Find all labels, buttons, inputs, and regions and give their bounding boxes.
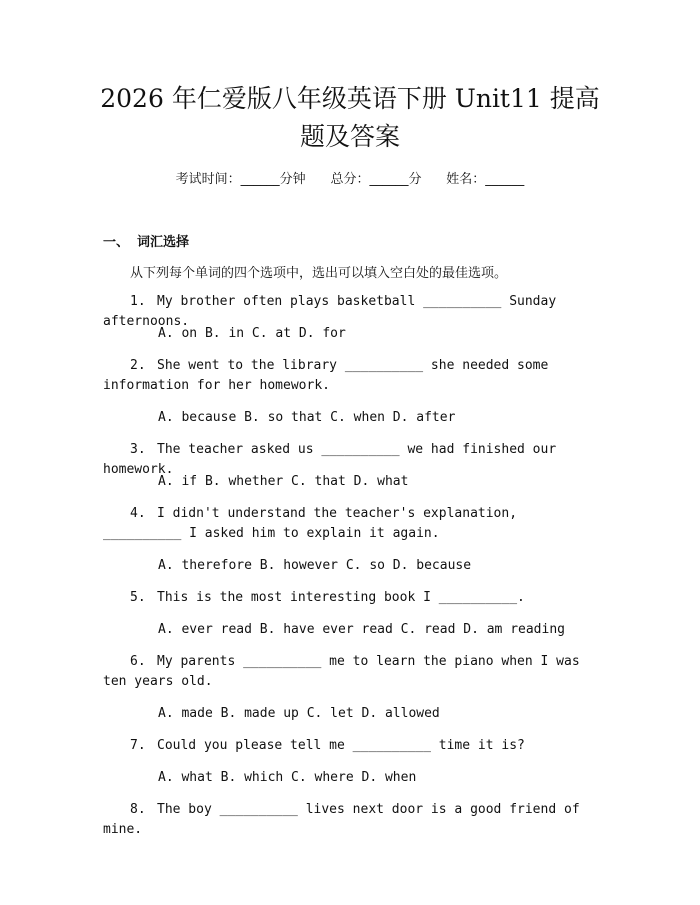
question-number: 4.: [130, 506, 146, 521]
question-number: 8.: [130, 802, 146, 817]
question-text: My brother often plays basketball __________ Sunday afternoons.: [103, 294, 557, 329]
document-title: [60, 80, 640, 156]
question-text: Could you please tell me __________ time it is?: [157, 738, 525, 753]
question-number: 2.: [130, 358, 146, 373]
section-title: 词汇选择: [137, 235, 190, 250]
exam-time: 考试时间：______分钟: [175, 172, 306, 187]
question-number: 1.: [130, 294, 146, 309]
student-name: 姓名：______: [446, 172, 525, 187]
question-text: The boy __________ lives next door is a good friend of mine.: [103, 802, 580, 837]
question-6: [103, 652, 603, 692]
question-4: [103, 504, 603, 544]
question-text: This is the most interesting book I __________.: [157, 590, 525, 605]
question-3-options: A. if B. whether C. that D. what: [158, 474, 409, 489]
question-number: 3.: [130, 442, 146, 457]
question-number: 5.: [130, 590, 146, 605]
question-text: The teacher asked us __________ we had finished our homework.: [103, 442, 557, 477]
section-number: 一、: [103, 235, 130, 250]
section-heading: [103, 231, 189, 250]
exam-info: [0, 168, 700, 187]
question-text: I didn't understand the teacher's explanation, __________ I asked him to explain it again.: [103, 506, 518, 541]
question-number: 7.: [130, 738, 146, 753]
question-6-options: A. made B. made up C. let D. allowed: [158, 706, 440, 721]
question-4-options: A. therefore B. however C. so D. because: [158, 558, 472, 573]
exam-total-score: 总分：______分: [330, 172, 422, 187]
question-number: 6.: [130, 654, 146, 669]
question-7-options: A. what B. which C. where D. when: [158, 770, 417, 785]
title-line-2: 题及答案: [299, 122, 400, 151]
question-text: My parents __________ me to learn the piano when I was ten years old.: [103, 654, 580, 689]
question-1-options: A. on B. in C. at D. for: [158, 326, 346, 341]
question-5-options: A. ever read B. have ever read C. read D. am reading: [158, 622, 565, 637]
question-8: [103, 800, 603, 840]
section-instruction: 从下列每个单词的四个选项中，选出可以填入空白处的最佳选项。: [130, 266, 508, 281]
question-2-options: A. because B. so that C. when D. after: [158, 410, 456, 425]
title-line-1: 2026 年仁爱版八年级英语下册 Unit11 提高: [100, 84, 600, 113]
question-2: [103, 356, 603, 396]
question-5: [103, 588, 603, 608]
question-7: [103, 736, 603, 756]
question-text: She went to the library __________ she needed some information for her homework.: [103, 358, 549, 393]
